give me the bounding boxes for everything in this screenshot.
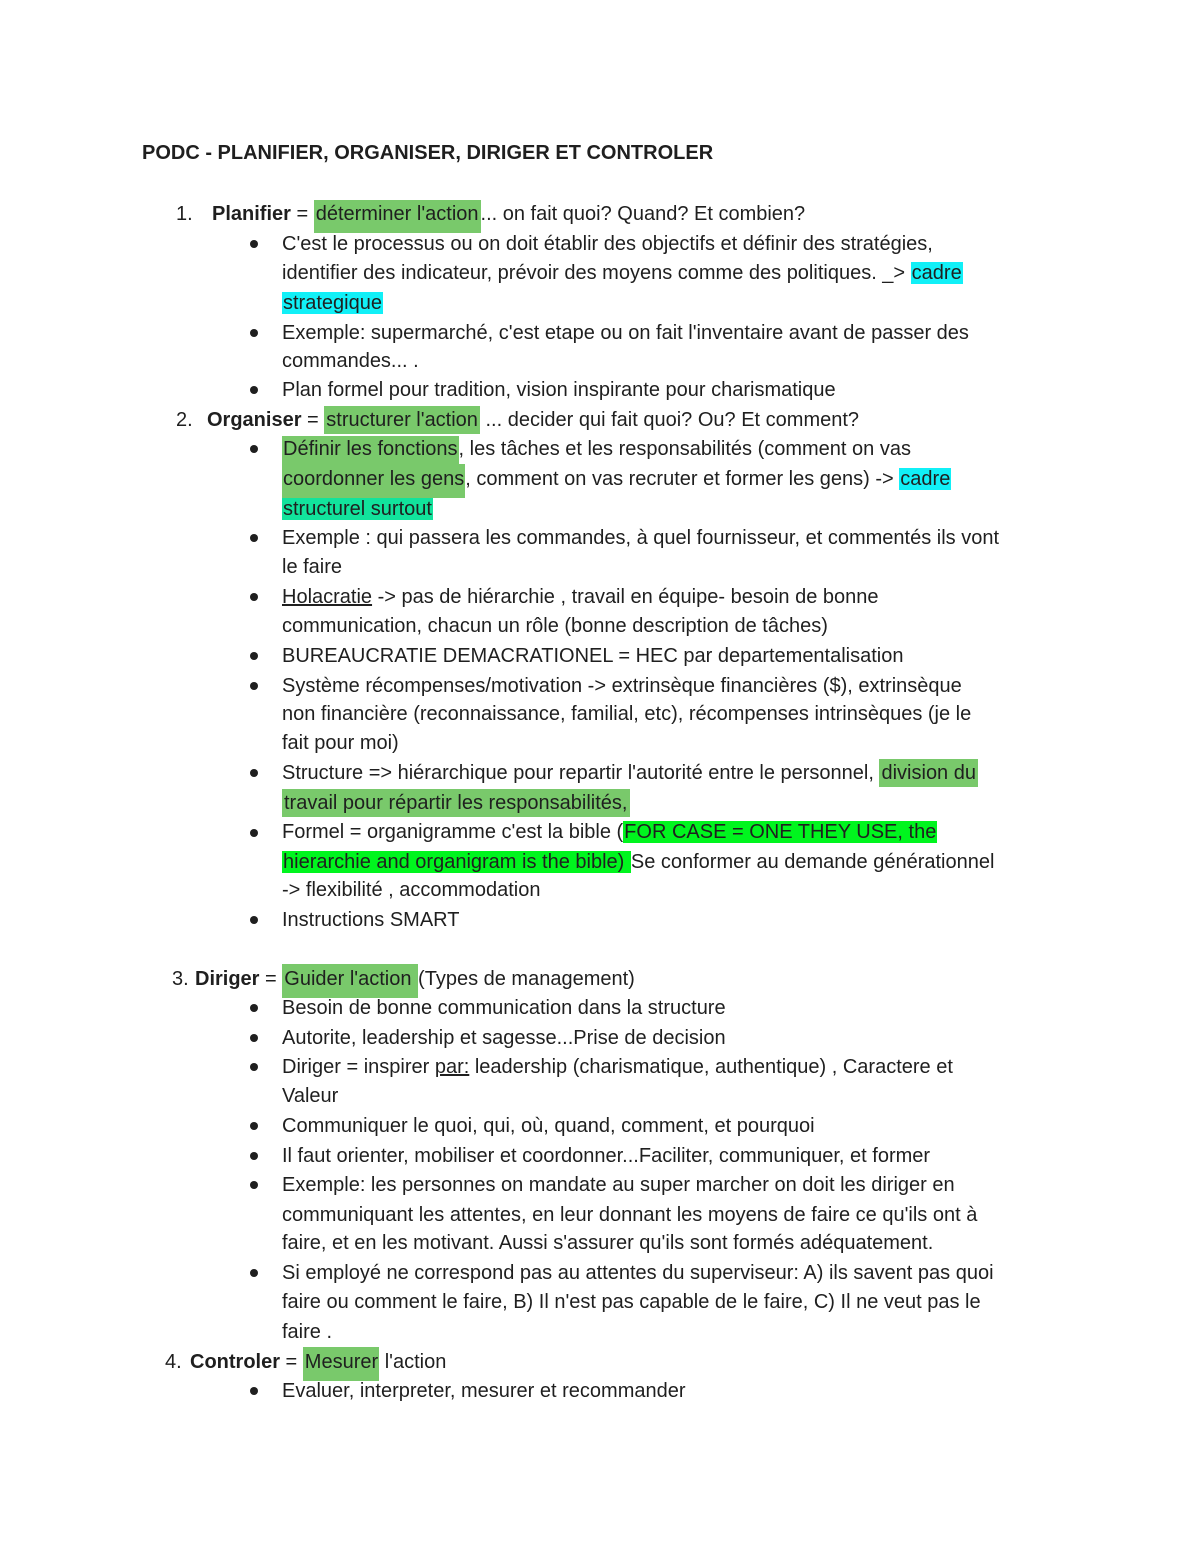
equals-sign: = [290, 203, 314, 225]
text: identifier des indicateur, prévoir des moyens comme des politiques. _> [282, 262, 911, 284]
list-item-continued: communiquant les attentes, en leur donnant les moyens de faire ce qu'ils ont à [282, 1204, 978, 1226]
list-item-continued: communication, chacun un rôle (bonne description de tâches) [282, 615, 828, 637]
list-item: Exemple: supermarché, c'est etape ou on fait l'inventaire avant de passer des [282, 322, 969, 344]
bullet-icon [250, 445, 258, 453]
list-item: Plan formel pour tradition, vision inspirante pour charismatique [282, 379, 836, 401]
list-item-continued [282, 497, 433, 521]
section-number: 2. [176, 409, 193, 431]
list-item-continued: Valeur [282, 1085, 339, 1107]
highlight-green: déterminer l'action [314, 200, 481, 233]
list-item [282, 1055, 953, 1079]
underlined-term: Holacratie [282, 586, 373, 608]
section-heading-organiser [207, 408, 859, 432]
bullet-icon [250, 1122, 258, 1130]
list-item: Instructions SMART [282, 909, 460, 931]
bullet-icon [250, 916, 258, 924]
section-question: ... on fait quoi? Quand? Et combien? [480, 203, 806, 225]
list-item-continued: fait pour moi) [282, 732, 399, 754]
section-number: 1. [176, 203, 193, 225]
bullet-icon [250, 534, 258, 542]
section-question: (Types de management) [418, 968, 635, 990]
highlight-green: division du [879, 759, 978, 787]
list-item: Exemple : qui passera les commandes, à quel fournisseur, et commentés ils vont [282, 527, 1000, 549]
bullet-icon [250, 1152, 258, 1160]
list-item [282, 820, 937, 844]
section-term: Organiser [207, 409, 302, 431]
section-term: Diriger [195, 968, 260, 990]
list-item-continued [282, 850, 994, 874]
bullet-icon [250, 1181, 258, 1189]
list-item: Système récompenses/motivation -> extrinsèque financières ($), extrinsèque [282, 675, 962, 697]
highlight-green: Définir les fonctions [282, 436, 459, 466]
bullet-icon [250, 1004, 258, 1012]
list-item [282, 437, 911, 461]
text: leadership (charismatique, authentique) , Caractere et [469, 1056, 953, 1078]
text: Se conformer au demande générationnel [630, 851, 995, 873]
list-item-continued [282, 467, 951, 491]
list-item: C'est le processus ou on doit établir des objectifs et définir des stratégies, [282, 233, 933, 255]
section-heading-diriger [195, 967, 635, 991]
highlight-cyan: cadre [900, 468, 951, 490]
highlight-cyan: strategique [283, 292, 382, 314]
highlight-green: structurer l'action [324, 406, 480, 434]
list-item: Autorite, leadership et sagesse...Prise de decision [282, 1027, 726, 1049]
list-item-continued: commandes... . [282, 350, 419, 372]
bullet-icon [250, 329, 258, 337]
text: Formel = organigramme c'est la bible ( [282, 821, 624, 843]
list-item-continued: le faire [282, 556, 343, 578]
bullet-icon [250, 652, 258, 660]
document-title: PODC - PLANIFIER, ORGANISER, DIRIGER ET CONTROLER [142, 142, 714, 164]
highlight-green: Mesurer [303, 1347, 379, 1381]
list-item: Il faut orienter, mobiliser et coordonner...Faciliter, communiquer, et former [282, 1145, 931, 1167]
list-item-continued: -> flexibilité , accommodation [282, 879, 541, 901]
section-question: l'action [379, 1351, 447, 1373]
bullet-icon [250, 593, 258, 601]
text: -> pas de hiérarchie , travail en équipe- besoin de bonne [372, 586, 879, 608]
highlight-green: coordonner les gens [282, 464, 465, 498]
bullet-icon [250, 1063, 258, 1071]
section-term: Controler [190, 1351, 280, 1373]
text: , comment on vas recruter et former les gens) -> [465, 468, 900, 490]
text: Structure => hiérarchique pour repartir l'autorité entre le personnel, [282, 762, 880, 784]
bullet-icon [250, 829, 258, 837]
equals-sign: = [280, 1351, 303, 1373]
list-item: BUREAUCRATIE DEMACRATIONEL = HEC par departementalisation [282, 645, 904, 667]
list-item-continued [282, 261, 963, 285]
equals-sign: = [301, 409, 325, 431]
bullet-icon [250, 682, 258, 690]
bullet-icon [250, 240, 258, 248]
list-item-continued: faire ou comment le faire, B) Il n'est pas capable de le faire, C) Il ne veut pas le [282, 1291, 981, 1313]
bullet-icon [250, 1387, 258, 1395]
list-item-continued: faire, et en les motivant. Aussi s'assurer qu'ils sont formés adéquatement. [282, 1232, 934, 1254]
highlight-lime: FOR CASE = ONE THEY USE, the [624, 821, 937, 843]
section-heading-planifier [212, 202, 805, 226]
list-item-continued [282, 291, 383, 315]
section-heading-controler [190, 1350, 446, 1374]
highlight-cyan: cadre [911, 262, 962, 284]
list-item [282, 761, 978, 785]
section-term: Planifier [212, 203, 291, 225]
list-item: Evaluer, interpreter, mesurer et recommander [282, 1380, 686, 1402]
highlight-green: Guider l'action [282, 964, 418, 998]
list-item-continued: non financière (reconnaissance, familial, etc), récompenses intrinsèques (je le [282, 703, 972, 725]
list-item [282, 585, 879, 609]
list-item: Exemple: les personnes on mandate au super marcher on doit les diriger en [282, 1174, 955, 1196]
list-item: Besoin de bonne communication dans la structure [282, 997, 726, 1019]
section-question: ... decider qui fait quoi? Ou? Et comment? [479, 409, 860, 431]
list-item-continued: faire . [282, 1321, 333, 1343]
highlight-green: travail pour répartir les responsabilités, [282, 789, 630, 817]
bullet-icon [250, 386, 258, 394]
bullet-icon [250, 769, 258, 777]
text: , les tâches et les responsabilités (comment on vas [458, 438, 911, 460]
list-item: Si employé ne correspond pas au attentes du superviseur: A) ils savent pas quoi [282, 1262, 994, 1284]
highlight-green-cyan: structurel surtout [283, 498, 432, 520]
list-item-continued [282, 791, 630, 815]
bullet-icon [250, 1269, 258, 1277]
highlight-lime: hierarchie and organigram is the bible) [283, 851, 630, 873]
text: Diriger = inspirer [282, 1056, 435, 1078]
equals-sign: = [259, 968, 283, 990]
section-number: 3. [172, 968, 189, 990]
bullet-icon [250, 1034, 258, 1042]
underlined-term: par: [434, 1056, 470, 1078]
section-number: 4. [165, 1351, 182, 1373]
list-item: Communiquer le quoi, qui, où, quand, comment, et pourquoi [282, 1115, 815, 1137]
